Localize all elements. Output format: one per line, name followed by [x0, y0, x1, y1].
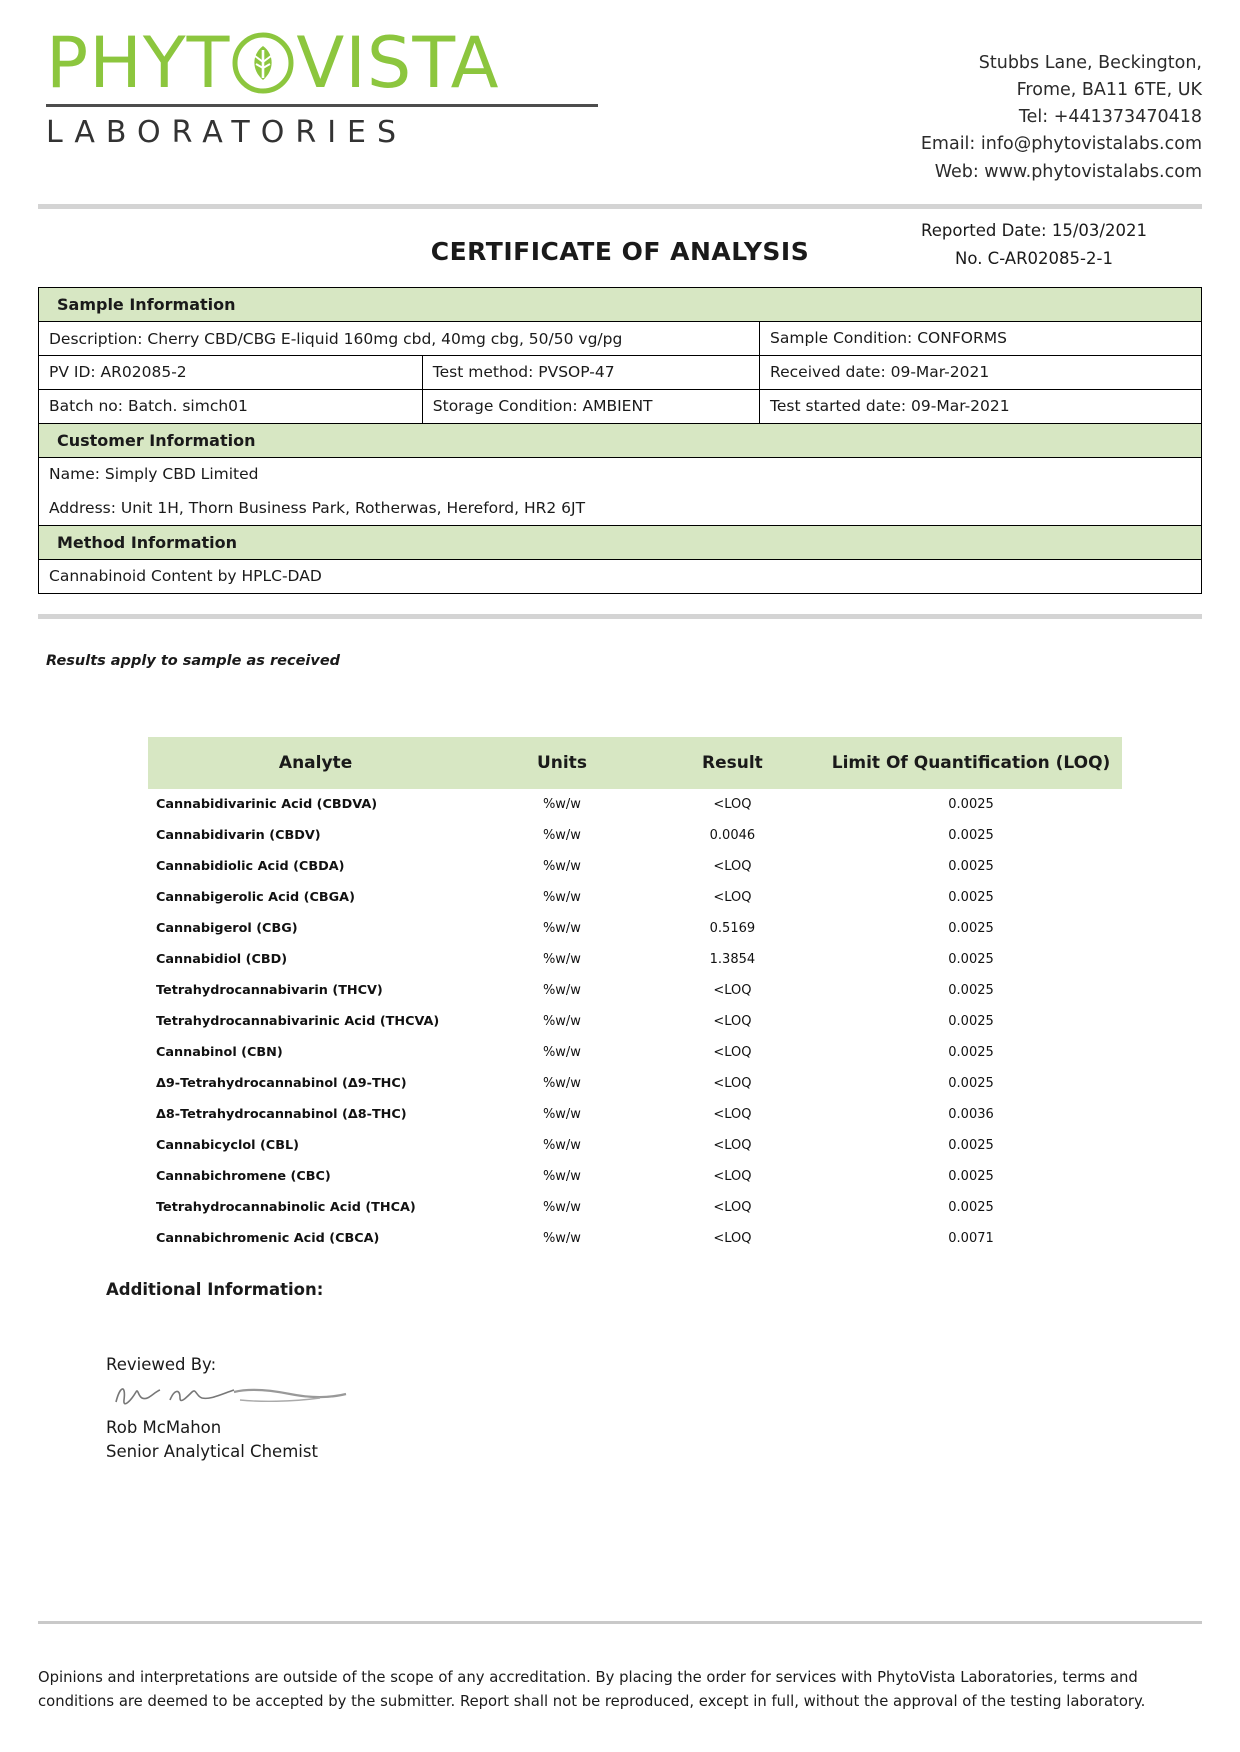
- analyte-result: 0.5169: [709, 920, 756, 936]
- brand-logo: [38, 22, 658, 150]
- analyte-name: Cannabidivarin (CBDV): [156, 827, 321, 843]
- table-row: [148, 975, 1122, 1006]
- analyte-units: %w/w: [542, 889, 581, 905]
- analyte-units: %w/w: [542, 1137, 581, 1153]
- reviewer-block: [106, 1416, 1202, 1464]
- analyte-result: <LOQ: [713, 1075, 752, 1091]
- table-row: [148, 1223, 1122, 1254]
- analyte-loq: 0.0025: [948, 827, 994, 843]
- table-row: [39, 389, 1202, 423]
- column-header-units: Units: [479, 737, 645, 789]
- analyte-result: <LOQ: [713, 889, 752, 905]
- table-row: [148, 1192, 1122, 1223]
- analyte-loq: 0.0025: [948, 1199, 994, 1215]
- reviewed-by-label: Reviewed By:: [106, 1354, 217, 1374]
- analyte-loq: 0.0025: [948, 1013, 994, 1029]
- analyte-name: Cannabicyclol (CBL): [156, 1137, 299, 1153]
- column-header-result: Result: [645, 737, 820, 789]
- table-row: [39, 355, 1202, 389]
- analyte-result: <LOQ: [713, 1168, 752, 1184]
- contact-phone: Tel: +441373470418: [1018, 107, 1202, 128]
- table-row: [148, 882, 1122, 913]
- analyte-name: Tetrahydrocannabivarinic Acid (THCVA): [156, 1013, 440, 1029]
- analyte-loq: 0.0025: [948, 1075, 994, 1091]
- report-number: No. C-AR02085-2-1: [955, 248, 1113, 268]
- analyte-loq: 0.0025: [948, 920, 994, 936]
- reviewer-role: Senior Analytical Chemist: [106, 1441, 318, 1461]
- analyte-loq: 0.0025: [948, 858, 994, 874]
- analyte-name: Cannabichromenic Acid (CBCA): [156, 1230, 380, 1246]
- table-row: [148, 1161, 1122, 1192]
- method-description: Cannabinoid Content by HPLC-DAD: [39, 559, 1202, 593]
- table-row: [148, 820, 1122, 851]
- analyte-units: %w/w: [542, 1230, 581, 1246]
- table-row: [148, 789, 1122, 820]
- brand-subtitle: LABORATORIES: [46, 115, 408, 150]
- brand-wordmark: [46, 22, 658, 104]
- analyte-result: <LOQ: [713, 858, 752, 874]
- analyte-name: Cannabigerol (CBG): [156, 920, 298, 936]
- reviewer-name: Rob McMahon: [106, 1417, 222, 1437]
- brand-name-part2: VISTA: [296, 22, 500, 104]
- analyte-result: <LOQ: [713, 1199, 752, 1215]
- contact-email: Email: info@phytovistalabs.com: [920, 134, 1202, 155]
- analyte-units: %w/w: [542, 1075, 581, 1091]
- table-row: [39, 559, 1202, 593]
- received-date: Received date: 09-Mar-2021: [760, 355, 1202, 389]
- contact-address-line1: Stubbs Lane, Beckington,: [978, 53, 1202, 73]
- analyte-loq: 0.0025: [948, 796, 994, 812]
- analyte-units: %w/w: [542, 982, 581, 998]
- table-row: [39, 525, 1202, 559]
- sample-condition: Sample Condition: CONFORMS: [760, 321, 1202, 355]
- analyte-results-section: [38, 737, 1202, 1254]
- analyte-name: Cannabidiol (CBD): [156, 951, 288, 967]
- sample-description: Description: Cherry CBD/CBG E-liquid 160mg cbd, 40mg cbg, 50/50 vg/pg: [39, 321, 760, 355]
- analyte-result: <LOQ: [713, 1013, 752, 1029]
- analyte-result: <LOQ: [713, 1044, 752, 1060]
- lab-contact-block: [921, 28, 1202, 186]
- brand-divider: [46, 104, 598, 107]
- pv-id: PV ID: AR02085-2: [39, 355, 423, 389]
- analyte-units: %w/w: [542, 920, 581, 936]
- table-header-row: [148, 737, 1122, 789]
- method-information-heading: Method Information: [39, 525, 1202, 559]
- analyte-loq: 0.0071: [948, 1230, 994, 1246]
- analyte-loq: 0.0025: [948, 982, 994, 998]
- document-header: [38, 22, 1202, 186]
- analyte-name: Cannabinol (CBN): [156, 1044, 283, 1060]
- analyte-units: %w/w: [542, 1168, 581, 1184]
- analyte-result: <LOQ: [713, 1137, 752, 1153]
- analyte-units: %w/w: [542, 1013, 581, 1029]
- table-row: [39, 287, 1202, 321]
- header-divider: [38, 204, 1202, 209]
- analyte-name: Tetrahydrocannabivarin (THCV): [156, 982, 383, 998]
- table-row: [148, 1006, 1122, 1037]
- analyte-units: %w/w: [542, 1106, 581, 1122]
- contact-website: Web: www.phytovistalabs.com: [934, 161, 1202, 182]
- customer-information-heading: Customer Information: [39, 423, 1202, 457]
- customer-address: Address: Unit 1H, Thorn Business Park, Rotherwas, Hereford, HR2 6JT: [39, 491, 1202, 525]
- footer-divider: [38, 1621, 1202, 1624]
- analyte-name: Δ9-Tetrahydrocannabinol (Δ9-THC): [156, 1075, 407, 1091]
- analyte-loq: 0.0025: [948, 1137, 994, 1153]
- table-row: [39, 423, 1202, 457]
- analyte-units: %w/w: [542, 1044, 581, 1060]
- report-meta: [884, 217, 1184, 273]
- page-title: CERTIFICATE OF ANALYSIS: [430, 236, 810, 266]
- batch-no: Batch no: Batch. simch01: [39, 389, 423, 423]
- test-started-date: Test started date: 09-Mar-2021: [760, 389, 1202, 423]
- test-method: Test method: PVSOP-47: [422, 355, 759, 389]
- additional-information-label: Additional Information:: [106, 1279, 324, 1299]
- reported-date: Reported Date: 15/03/2021: [921, 220, 1147, 240]
- analyte-result: <LOQ: [713, 1230, 752, 1246]
- leaf-icon: [232, 32, 294, 94]
- table-row: [148, 851, 1122, 882]
- section-divider: [38, 614, 1202, 619]
- analyte-units: %w/w: [542, 827, 581, 843]
- analyte-name: Cannabidivarinic Acid (CBDVA): [156, 796, 378, 812]
- analyte-loq: 0.0025: [948, 1044, 994, 1060]
- table-row: [148, 1037, 1122, 1068]
- disclaimer-text: Opinions and interpretations are outside of the scope of any accreditation. By placing the order for services with PhytoVista Laboratories, terms and conditions are deemed to be accepted by the submitter. Report shall not be reproduced, except in full, without the approval of the testing laboratory.: [38, 1669, 1146, 1711]
- table-row: [39, 321, 1202, 355]
- column-header-analyte: Analyte: [148, 737, 479, 789]
- analyte-name: Cannabidiolic Acid (CBDA): [156, 858, 345, 874]
- table-row: [39, 457, 1202, 491]
- signature-image: [110, 1376, 1202, 1416]
- contact-address-line2: Frome, BA11 6TE, UK: [1016, 80, 1202, 101]
- table-row: [148, 1099, 1122, 1130]
- analyte-result: <LOQ: [713, 982, 752, 998]
- analyte-loq: 0.0025: [948, 951, 994, 967]
- storage-condition: Storage Condition: AMBIENT: [422, 389, 759, 423]
- analyte-result: 0.0046: [709, 827, 756, 843]
- brand-name-part1: PHYT: [46, 22, 231, 104]
- analyte-result: <LOQ: [713, 1106, 752, 1122]
- analyte-loq: 0.0025: [948, 889, 994, 905]
- analyte-units: %w/w: [542, 951, 581, 967]
- table-row: [148, 1068, 1122, 1099]
- table-row: [148, 913, 1122, 944]
- analyte-name: Cannabigerolic Acid (CBGA): [156, 889, 355, 905]
- analyte-results-table: [148, 737, 1122, 1254]
- table-row: [39, 491, 1202, 525]
- analyte-units: %w/w: [542, 796, 581, 812]
- analyte-units: %w/w: [542, 1199, 581, 1215]
- table-row: [148, 944, 1122, 975]
- results-note: Results apply to sample as received: [46, 652, 341, 669]
- table-row: [148, 1130, 1122, 1161]
- analyte-name: Δ8-Tetrahydrocannabinol (Δ8-THC): [156, 1106, 407, 1122]
- sample-information-table: [38, 287, 1202, 594]
- analyte-name: Cannabichromene (CBC): [156, 1168, 331, 1184]
- analyte-rows: [148, 789, 1122, 1254]
- analyte-name: Tetrahydrocannabinolic Acid (THCA): [156, 1199, 416, 1215]
- title-row: [38, 217, 1202, 279]
- analyte-result: 1.3854: [709, 951, 756, 967]
- analyte-loq: 0.0036: [948, 1106, 994, 1122]
- column-header-loq: Limit Of Quantification (LOQ): [820, 737, 1122, 789]
- analyte-loq: 0.0025: [948, 1168, 994, 1184]
- analyte-units: %w/w: [542, 858, 581, 874]
- analyte-result: <LOQ: [713, 796, 752, 812]
- sample-information-heading: Sample Information: [39, 287, 1202, 321]
- customer-name: Name: Simply CBD Limited: [39, 457, 1202, 491]
